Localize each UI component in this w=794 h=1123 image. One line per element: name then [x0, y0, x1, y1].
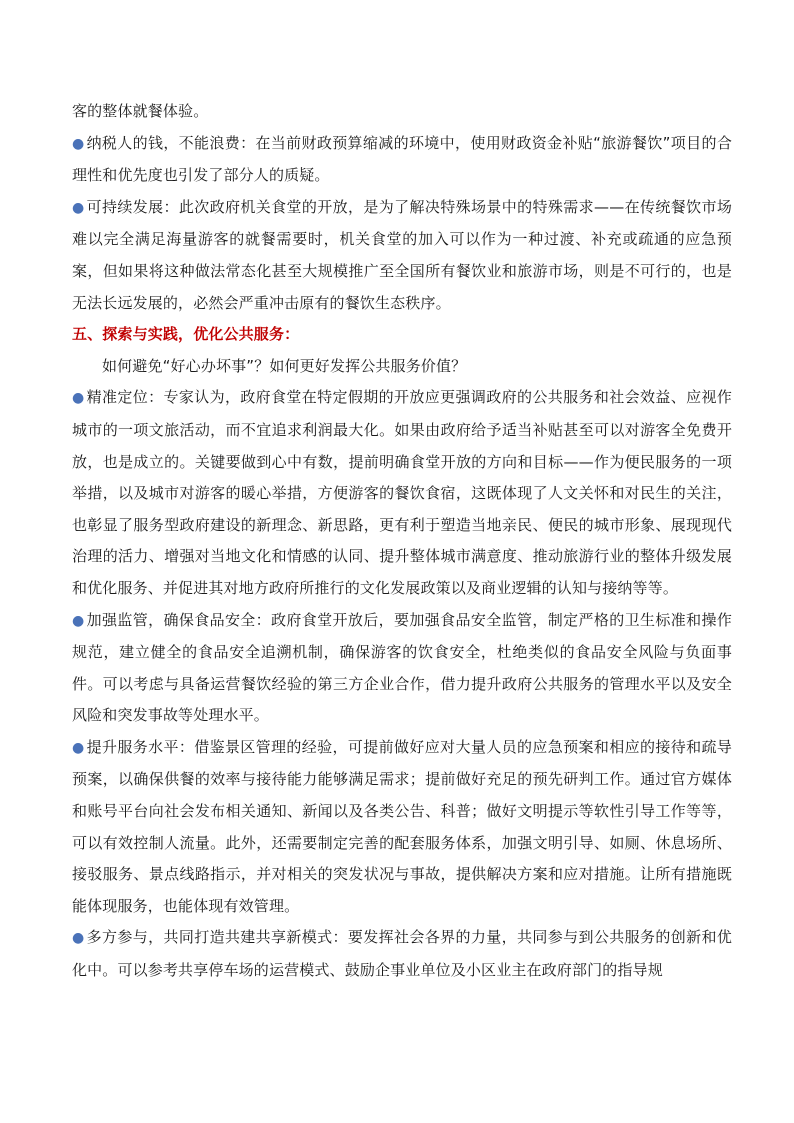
bullet-paragraph-food-safety	[72, 605, 732, 732]
paragraph-text: 客的整体就餐体验。	[72, 102, 209, 120]
bullet-paragraph-precise-positioning	[72, 382, 732, 604]
bullet-icon: ●	[72, 930, 85, 947]
bullet-icon: ●	[72, 199, 85, 216]
paragraph-text: 加强监管，确保食品安全：政府食堂开放后，要加强食品安全监管，制定严格的卫生标准和操作规范，建立健全的食品安全追溯机制，确保游客的饮食安全，杜绝类似的食品安全风险与负面事件。可以考虑与具备运营餐饮经验的第三方企业合作，借力提升政府公共服务的管理水平以及安全风险和突发事故等处理水平。	[72, 610, 732, 725]
bullet-icon: ●	[72, 739, 85, 756]
paragraph-text: 纳税人的钱，不能浪费：在当前财政预算缩减的环境中，使用财政资金补贴“旅游餐饮”项目的合理性和优先度也引发了部分人的质疑。	[72, 133, 732, 185]
bullet-paragraph-taxpayer-money	[72, 128, 732, 192]
bullet-paragraph-service-level	[72, 732, 732, 923]
bullet-icon: ●	[72, 612, 85, 629]
paragraph-text: 多方参与，共同打造共建共享新模式：要发挥社会各界的力量，共同参与到公共服务的创新和优化中。可以参考共享停车场的运营模式、鼓励企事业单位及小区业主在政府部门的指导规	[72, 928, 732, 980]
bullet-paragraph-multi-party	[72, 922, 732, 986]
paragraph-text: 精准定位：专家认为，政府食堂在特定假期的开放应更强调政府的公共服务和社会效益、应视作城市的一项文旅活动，而不宜追求利润最大化。如果由政府给予适当补贴甚至可以对游客全免费开放，也是成立的。关键要做到心中有数，提前明确食堂开放的方向和目标——作为便民服务的一项举措，以及城市对游客的暖心举措，方便游客的餐饮食宿，这既体现了人文关怀和对民生的关注，也彰显了服务型政府建设的新理念、新思路，更有利于塑造当地亲民、便民的城市形象、展现现代治理的活力、增强对当地文化和情感的认同、提升整体城市满意度、推动旅游行业的整体升级发展和优化服务、并促进其对地方政府所推行的文化发展政策以及商业逻辑的认知与接纳等等。	[72, 388, 732, 597]
bullet-paragraph-sustainable	[72, 192, 732, 319]
paragraph-text: 提升服务水平：借鉴景区管理的经验，可提前做好应对大量人员的应急预案和相应的接待和疏导预案，以确保供餐的效率与接待能力能够满足需求；提前做好充足的预先研判工作。通过官方媒体和账号平台向社会发布相关通知、新闻以及各类公告、科普；做好文明提示等软性引导工作等等，可以有效控制人流量。此外，还需要制定完善的配套服务体系，加强文明引导、如厕、休息场所、接驳服务、景点线路指示，并对相关的突发状况与事故，提供解决方案和应对措施。让所有措施既能体现服务，也能体现有效管理。	[72, 737, 732, 915]
section-heading	[72, 319, 732, 351]
bullet-icon: ●	[72, 390, 85, 407]
document-body	[72, 96, 732, 987]
paragraph-continuation	[72, 96, 732, 128]
section-question	[72, 351, 732, 383]
paragraph-text: 如何避免“好心办坏事”？如何更好发挥公共服务价值？	[102, 356, 467, 375]
paragraph-text: 可持续发展：此次政府机关食堂的开放，是为了解决特殊场景中的特殊需求——在传统餐饮市场难以完全满足海量游客的就餐需要时，机关食堂的加入可以作为一种过渡、补充或疏通的应急预案，但如果将这种做法常态化甚至大规模推广至全国所有餐饮业和旅游市场，则是不可行的，也是无法长远发展的，必然会严重冲击原有的餐饮生态秩序。	[72, 197, 732, 312]
bullet-icon: ●	[72, 135, 85, 152]
section-heading-text: 五、探索与实践，优化公共服务：	[72, 325, 300, 344]
